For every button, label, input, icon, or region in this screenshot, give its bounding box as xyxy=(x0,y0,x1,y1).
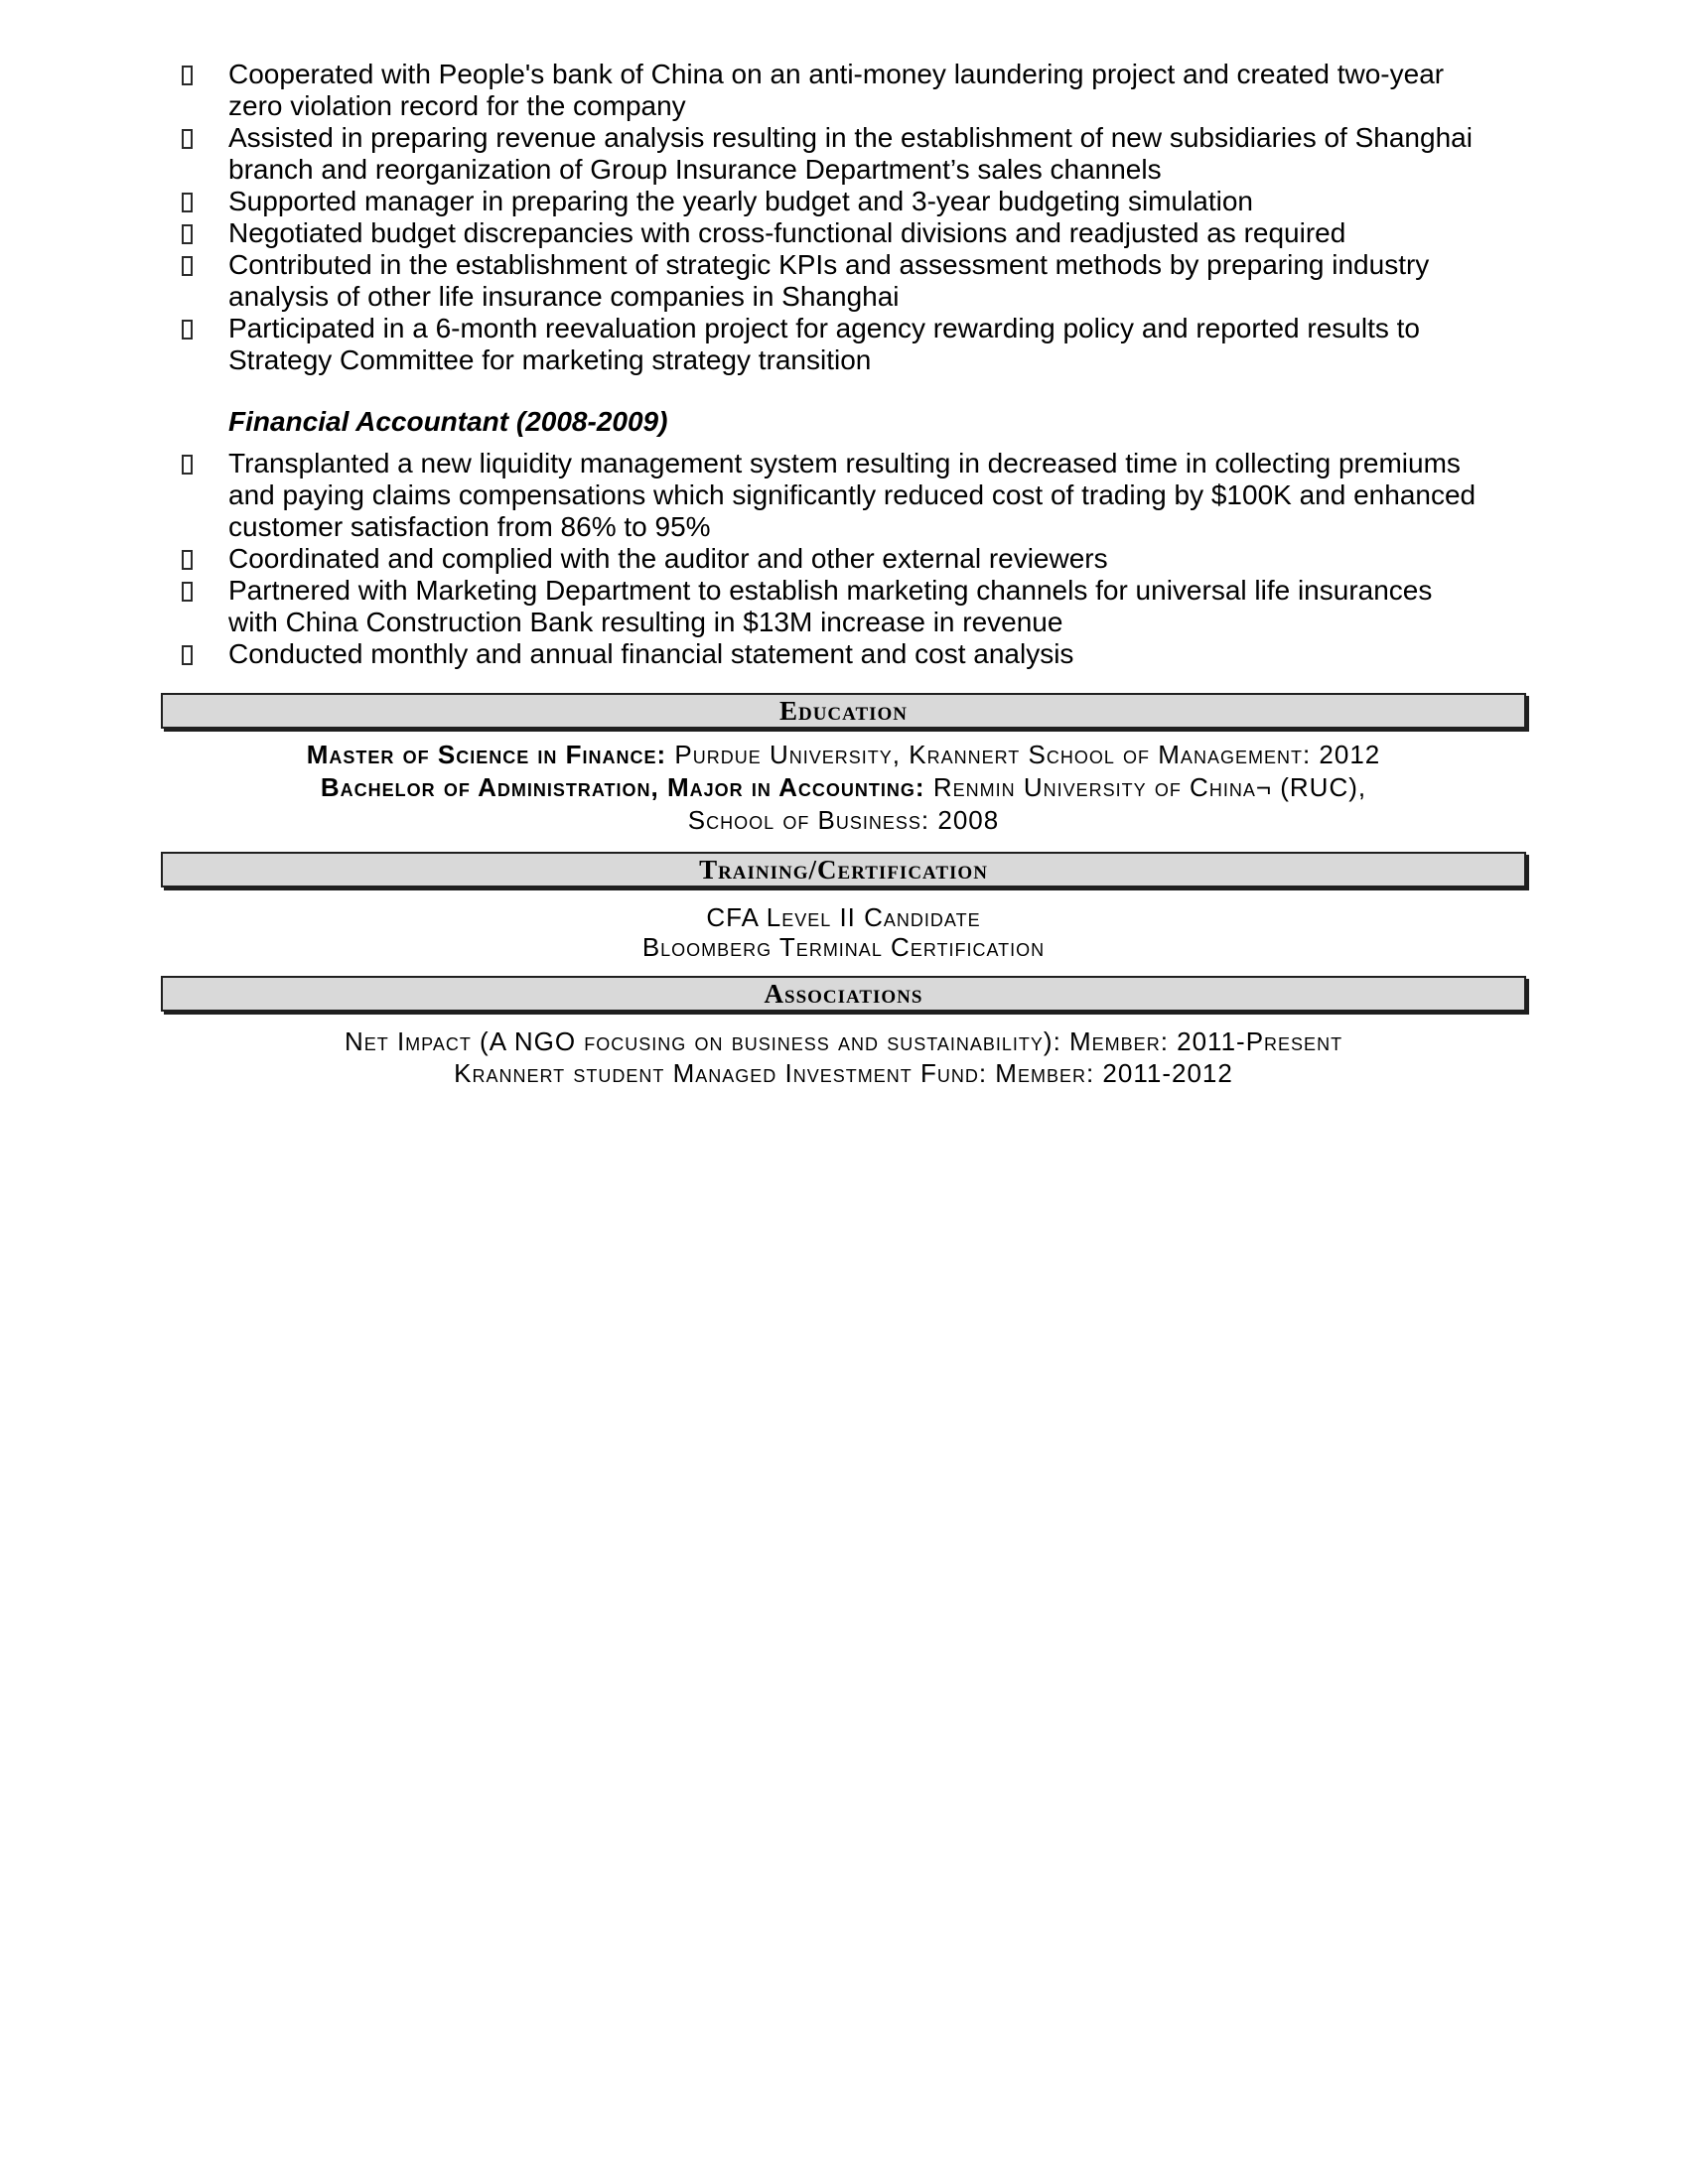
list-item xyxy=(228,59,1479,122)
certification-line: CFA Level II Candidate xyxy=(706,902,981,932)
education-details xyxy=(161,739,1526,837)
bullet-icon xyxy=(182,645,193,665)
financial-accountant-bullet-list xyxy=(228,448,1479,670)
list-item xyxy=(228,122,1479,186)
association-line: Net Impact (A NGO focusing on business and sustainability): Member: 2011-Present xyxy=(344,1026,1343,1056)
bullet-text: Cooperated with People's bank of China on an anti-money laundering project and created two-year zero violation record for the company xyxy=(228,59,1445,121)
list-item xyxy=(228,217,1479,249)
bullet-text: Assisted in preparing revenue analysis resulting in the establishment of new subsidiaries of Shanghai branch and reorganization of Group Insurance Department’s sales channels xyxy=(228,122,1473,185)
bullet-text: Participated in a 6-month reevaluation project for agency rewarding policy and reported results to Strategy Committee for marketing strategy transition xyxy=(228,313,1420,375)
association-line: Krannert student Managed Investment Fund: Member: 2011-2012 xyxy=(454,1058,1233,1088)
bullet-text: Negotiated budget discrepancies with cross-functional divisions and readjusted as required xyxy=(228,217,1346,248)
section-header-training-certification xyxy=(161,852,1526,887)
list-item xyxy=(228,186,1479,217)
list-item xyxy=(228,638,1479,670)
list-item xyxy=(228,313,1479,376)
education-line xyxy=(161,739,1526,771)
section-header-label: Education xyxy=(778,696,909,726)
bullet-icon xyxy=(182,129,193,149)
list-item xyxy=(228,575,1479,638)
associations-details xyxy=(161,1025,1526,1089)
section-header-education xyxy=(161,693,1526,729)
degree-school: Renmin University of China¬ (RUC), xyxy=(924,772,1367,802)
bullet-text: Conducted monthly and annual financial statement and cost analysis xyxy=(228,638,1074,669)
job-title-financial-accountant: Financial Accountant (2008-2009) xyxy=(228,406,668,437)
certification-line: Bloomberg Terminal Certification xyxy=(641,932,1046,962)
list-item xyxy=(228,249,1479,313)
bullet-icon xyxy=(182,193,193,212)
section-header-label: Associations xyxy=(764,979,923,1009)
bullet-icon xyxy=(182,550,193,570)
training-details xyxy=(161,902,1526,962)
list-item xyxy=(228,448,1479,543)
bullet-icon xyxy=(182,224,193,244)
bullet-text: Contributed in the establishment of strategic KPIs and assessment methods by preparing industry analysis of other life insurance companies in Shanghai xyxy=(228,249,1430,312)
education-line: School of Business: 2008 xyxy=(687,805,1000,835)
bullet-icon xyxy=(182,455,193,475)
bullet-icon xyxy=(182,256,193,276)
bullet-text: Supported manager in preparing the yearly budget and 3-year budgeting simulation xyxy=(228,186,1254,216)
degree-name: Master of Science in Finance: xyxy=(306,740,667,769)
bullet-icon xyxy=(182,66,193,85)
bullet-icon xyxy=(182,320,193,340)
bullet-text: Partnered with Marketing Department to establish marketing channels for universal life insurances with China Construction Bank resulting in $13M increase in revenue xyxy=(228,575,1433,637)
section-header-label: Training/Certification xyxy=(699,855,988,885)
section-header-associations xyxy=(161,976,1526,1012)
list-item xyxy=(228,543,1479,575)
degree-school: Purdue University, Krannert School of Management: 2012 xyxy=(666,740,1381,769)
bullet-text: Coordinated and complied with the auditor and other external reviewers xyxy=(228,543,1108,574)
current-role-bullet-list xyxy=(228,59,1479,376)
bullet-icon xyxy=(182,582,193,602)
bullet-text: Transplanted a new liquidity management system resulting in decreased time in collecting premiums and paying claims compensations which significantly reduced cost of trading by $100K and enhanced customer satisfaction from 86% to 95% xyxy=(228,448,1477,542)
degree-name: Bachelor of Administration, Major in Accounting: xyxy=(320,772,925,802)
education-line xyxy=(161,771,1526,804)
